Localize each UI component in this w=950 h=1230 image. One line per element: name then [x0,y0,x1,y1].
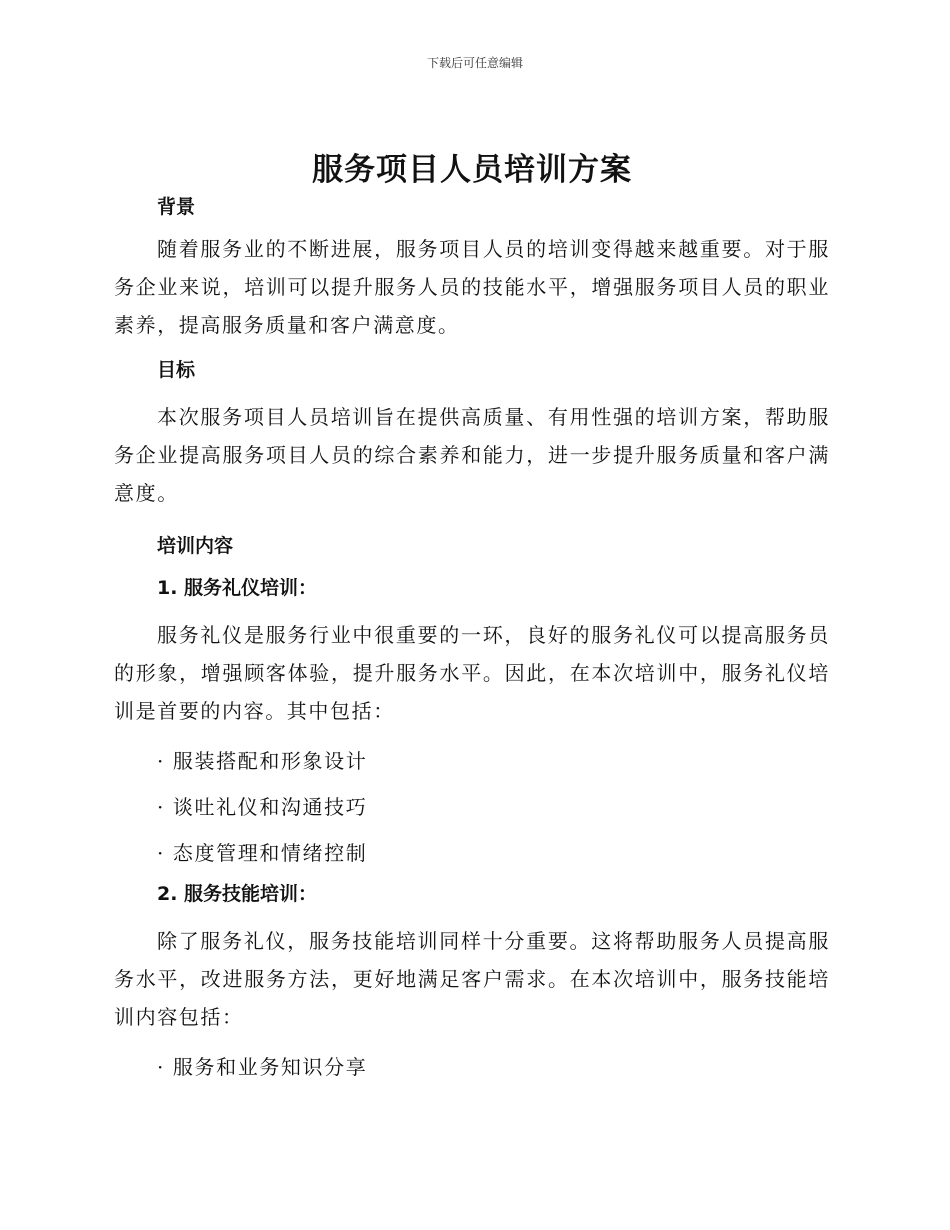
section-heading-goal: 目标 [157,359,196,381]
section-heading-skills-training: 2. 服务技能培训： [157,883,318,905]
section-heading-etiquette-training: 1. 服务礼仪培训： [157,577,318,599]
paragraph-background: 随着服务业的不断进展，服务项目人员的培训变得越来越重要。对于服务企业来说，培训可以提升服务人员的技能水平，增强服务项目人员的职业素养，提高服务质量和客户满意度。 [114,237,830,337]
section-heading-background: 背景 [157,196,196,218]
list-item: · 谈吐礼仪和沟通技巧 [157,795,368,819]
section-heading-training-content: 培训内容 [157,535,234,557]
paragraph-skills-training: 除了服务礼仪，服务技能培训同样十分重要。这将帮助服务人员提高服务水平，改进服务方法，更好地满足客户需求。在本次培训中，服务技能培训内容包括： [114,929,830,1029]
document-title: 服务项目人员培训方案 [312,152,632,188]
list-item: · 服务和业务知识分享 [157,1055,368,1079]
document-body [114,148,830,1090]
paragraph-goal: 本次服务项目人员培训旨在提供高质量、有用性强的培训方案，帮助服务企业提高服务项目人员的综合素养和能力，进一步提升服务质量和客户满意度。 [114,405,830,505]
page-header-note: 下载后可任意编辑 [426,56,523,70]
paragraph-etiquette-training: 服务礼仪是服务行业中很重要的一环，良好的服务礼仪可以提高服务员的形象，增强顾客体验，提升服务水平。因此，在本次培训中，服务礼仪培训是首要的内容。其中包括： [114,623,830,723]
list-item: · 服装搭配和形象设计 [157,749,368,773]
list-item: · 态度管理和情绪控制 [157,841,368,865]
